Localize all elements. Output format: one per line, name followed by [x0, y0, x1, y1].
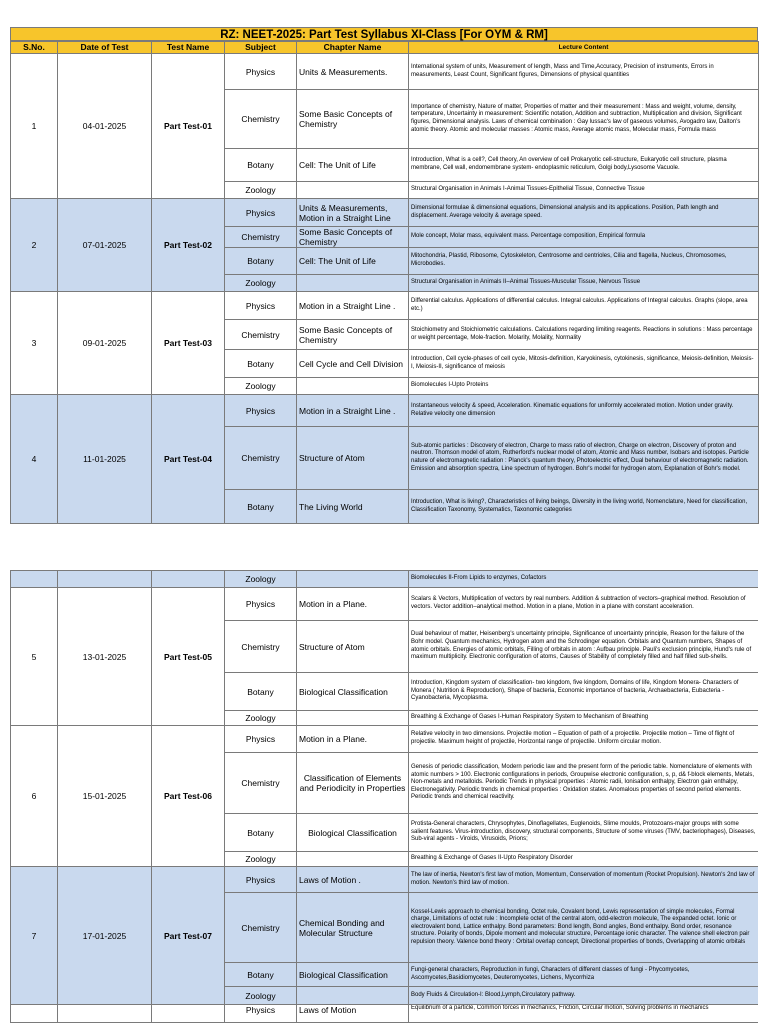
subject-cell: Chemistry — [225, 227, 297, 248]
sno-cell: 5 — [11, 588, 58, 726]
sno-cell: 7 — [11, 867, 58, 1005]
subject-cell: Zoology — [225, 711, 297, 726]
table-row — [11, 867, 759, 893]
lecture-content-cell: Genesis of periodic classification, Modern periodic law and the present form of the periodic table. Nomenclature of elements with atomic numbers > 100. Electronic configurations in periods, Groupwise electronic configuration, s, p, d& f-block elements, Metals, Non-metals and metalloids. Periodic Trends in physical properties : Atomic radii, Ionisation enthalpy, Electron gain enthalpy, Electronegativity. Periodic trends in chemical properties : Oxidation states. Anomalous properties of second period elements. Periodic trends and chemical reactivity. — [409, 753, 759, 814]
chapter-cell: The Living World — [297, 490, 409, 524]
subject-cell: Chemistry — [225, 893, 297, 963]
chapter-cell: Biological Classification — [297, 814, 409, 852]
subject-cell: Chemistry — [225, 427, 297, 490]
date-cell: 07-01-2025 — [58, 199, 152, 292]
subject-cell: Botany — [225, 149, 297, 182]
chapter-cell: Biological Classification — [297, 673, 409, 711]
chapter-cell: Some Basic Concepts of Chemistry — [297, 227, 409, 248]
test-name-cell: Part Test-05 — [152, 588, 225, 726]
lecture-content-cell: Sub-atomic particles : Discovery of electron, Charge to mass ratio of electron, Charge on electron, Discovery of proton and neutron. Thomson model of atom, Rutherford's nuclear model of atom, Atomic and Mass number, Isobars and isotopes. Particle nature of electromagnetic radiation : Planck's quantum theory, Photoelectric effect, Dual behaviour of electromagnetic radiation. Emission and absorption spectra, Line spectrum of hydrogen. Bohr's model for hydrogen atom, Explanation of Bohr's model. — [409, 427, 759, 490]
subject-cell: Botany — [225, 248, 297, 275]
header-lecture-content: Lecture Content — [409, 42, 759, 54]
chapter-cell — [297, 852, 409, 867]
lecture-content-cell: Biomolecules I-Upto Proteins — [409, 378, 759, 395]
lecture-content-cell: Dual behaviour of matter, Heisenberg's uncertainty principle, Significance of uncertainty principle, Reason for the failure of the Bohr model. Quantum mechanics, Hydrogen atom and the Schrodinger equation. Orbitals and Quantum numbers, Shapes of atomic orbitals. Energies of atomic orbitals, Filling of orbitals in atom : Aufbau principle. Pauli's exclusion principle, Hund's rule of maximum multiplicity. Electronic configuration of atoms, Causes of Stability of completely filled and half filled sub-shells. — [409, 621, 759, 673]
table-row — [11, 571, 759, 588]
header-test-name: Test Name — [152, 42, 225, 54]
lecture-content-cell: Dimensional formulae & dimensional equations, Dimensional analysis and its applications. Position, Path length and displacement. Average velocity & average speed. — [409, 199, 759, 227]
lecture-content-cell: Protista-General characters, Chrysophytes, Dinoflagellates, Euglenoids, Slime moulds, Protozoans-major groups with some salient features. Virus-introduction, discovery, structural components, Structure of some viruses (TMV, bacteriophages), Diseases, Sub-viral agents - Viroids, Virusoids, Prions; — [409, 814, 759, 852]
header-sno: S.No. — [11, 42, 58, 54]
syllabus-table-continued — [10, 570, 758, 1023]
date-cell: 11-01-2025 — [58, 395, 152, 524]
chapter-cell: Cell: The Unit of Life — [297, 248, 409, 275]
test-name-cell — [152, 1005, 225, 1023]
subject-cell: Chemistry — [225, 753, 297, 814]
sno-cell: 2 — [11, 199, 58, 292]
lecture-content-cell: Relative velocity in two dimensions. Projectile motion – Equation of path of a projectile. Projectile motion – Time of flight of projectile. Maximum height of projectile, Horizontal range of projectile. Uniform circular motion. — [409, 726, 759, 753]
table-row — [11, 1005, 759, 1023]
test-name-cell: Part Test-01 — [152, 54, 225, 199]
chapter-cell: Laws of Motion . — [297, 867, 409, 893]
syllabus-page-1 — [10, 27, 758, 524]
chapter-cell — [297, 378, 409, 395]
date-cell: 13-01-2025 — [58, 588, 152, 726]
date-cell: 04-01-2025 — [58, 54, 152, 199]
chapter-cell: Units & Measurements. — [297, 54, 409, 90]
lecture-content-cell: Stoichiometry and Stoichiometric calculations. Calculations regarding limiting reagents. Reactions in solutions : Mass percentage or weight percentage, Mole-fraction. Molarity, Molality, Normality — [409, 320, 759, 350]
test-name-cell: Part Test-02 — [152, 199, 225, 292]
lecture-content-cell: Equilibrium of a particle, Common forces in mechanics, Friction, Circular motion, Solving problems in mechanics — [409, 1005, 759, 1023]
chapter-cell: Motion in a Plane. — [297, 726, 409, 753]
subject-cell: Zoology — [225, 987, 297, 1005]
table-row — [11, 292, 759, 320]
lecture-content-cell: Mole concept, Molar mass, equivalent mass. Percentage composition, Empirical formula — [409, 227, 759, 248]
date-cell: 15-01-2025 — [58, 726, 152, 867]
date-cell — [58, 571, 152, 588]
table-row — [11, 726, 759, 753]
subject-cell: Zoology — [225, 378, 297, 395]
subject-cell: Chemistry — [225, 621, 297, 673]
chapter-cell: Structure of Atom — [297, 427, 409, 490]
subject-cell: Physics — [225, 199, 297, 227]
chapter-cell: Laws of Motion — [297, 1005, 409, 1023]
test-name-cell: Part Test-04 — [152, 395, 225, 524]
lecture-content-cell: Introduction, Kingdom system of classification- two kingdom, five kingdom, Domains of life, Kingdom Monera- Characters of Monera ( Nutrition & Reproduction), Shape of bacteria, Economic importance of bacteria, Archaebacteria, Eubacteria - Cyanobacteria, Mycoplasma. — [409, 673, 759, 711]
chapter-cell: Some Basic Concepts of Chemistry — [297, 320, 409, 350]
sno-cell: 4 — [11, 395, 58, 524]
subject-cell: Physics — [225, 867, 297, 893]
chapter-cell: Motion in a Straight Line . — [297, 395, 409, 427]
subject-cell: Zoology — [225, 275, 297, 292]
lecture-content-cell: Mitochondria, Plastid, Ribosome, Cytoskeleton, Centrosome and centrioles, Cilia and flagella, Nucleus, Chromosomes, Microbodies. — [409, 248, 759, 275]
sno-cell: 3 — [11, 292, 58, 395]
chapter-cell: Motion in a Straight Line . — [297, 292, 409, 320]
subject-cell: Botany — [225, 350, 297, 378]
chapter-cell: Biological Classification — [297, 963, 409, 987]
subject-cell: Physics — [225, 292, 297, 320]
lecture-content-cell: Fungi-general characters, Reproduction in fungi, Characters of different classes of fungi - Phycomycetes, Ascomycetes,Basidiomycetes, Deuteromycetes, Lichens, Mycorrhiza — [409, 963, 759, 987]
chapter-cell — [297, 711, 409, 726]
subject-cell: Botany — [225, 963, 297, 987]
lecture-content-cell: International system of units, Measurement of length, Mass and Time,Accuracy, Precision of instruments, Errors in measurements, Least Count, Significant figures, Dimensions of physical quantities — [409, 54, 759, 90]
lecture-content-cell: Breathing & Exchange of Gases II-Upto Respiratory Disorder — [409, 852, 759, 867]
lecture-content-cell: Breathing & Exchange of Gases I-Human Respiratory System to Mechanism of Breathing — [409, 711, 759, 726]
subject-cell: Zoology — [225, 571, 297, 588]
chapter-cell: Some Basic Concepts of Chemistry — [297, 90, 409, 149]
chapter-cell — [297, 275, 409, 292]
lecture-content-cell: Structural Organisation in Animals II–Animal Tissues-Muscular Tissue, Nervous Tissue — [409, 275, 759, 292]
lecture-content-cell: Kossel-Lewis approach to chemical bonding, Octet rule, Covalent bond, Lewis representation of simple molecules, Formal charge, Limitations of octet rule : Incomplete octet of the central atom, odd-electron molecule, The expanded octet. Ionic or electrovalent bond, Lattice enthalpy. Bond parameters: Bond length, Bond angles, Bond enthalpy. Bond order, resonance structure. Polarity of bonds, Dipole moment and molecular structure, Percentage ionic character. The valence shell electron pair repulsion theory. Valence bond theory : Orbital overlap concept, Directional properties of bonds, Overlapping of atomic orbitals — [409, 893, 759, 963]
sno-cell — [11, 571, 58, 588]
chapter-cell — [297, 987, 409, 1005]
test-name-cell: Part Test-03 — [152, 292, 225, 395]
header-date: Date of Test — [58, 42, 152, 54]
subject-cell: Chemistry — [225, 90, 297, 149]
table-row — [11, 54, 759, 90]
lecture-content-cell: Biomolecules II-From Lipids to enzymes, Cofactors — [409, 571, 759, 588]
chapter-cell — [297, 571, 409, 588]
lecture-content-cell: Body Fluids & Circulation-I: Blood,Lymph,Circulatory pathway. — [409, 987, 759, 1005]
page-title: RZ: NEET-2025: Part Test Syllabus XI-Class [For OYM & RM] — [10, 27, 758, 41]
header-subject: Subject — [225, 42, 297, 54]
lecture-content-cell: Scalars & Vectors, Multiplication of vectors by real numbers. Addition & subtraction of vectors–graphical method. Resolution of vectors. Vector addition–analytical method. Motion in a plane, Motion in a plane with constant acceleration. — [409, 588, 759, 621]
sno-cell — [11, 1005, 58, 1023]
subject-cell: Physics — [225, 54, 297, 90]
lecture-content-cell: Instantaneous velocity & speed, Acceleration. Kinematic equations for uniformly accelerated motion. Motion under gravity. Relative velocity one dimension — [409, 395, 759, 427]
date-cell: 09-01-2025 — [58, 292, 152, 395]
lecture-content-cell: Differential calculus. Applications of differential calculus. Integral calculus. Applications of Integral calculus. Graphs (slope, area etc.) — [409, 292, 759, 320]
chapter-cell: Chemical Bonding and Molecular Structure — [297, 893, 409, 963]
lecture-content-cell: Introduction, What is a cell?, Cell theory, An overview of cell Prokaryotic cell-structure, Eukaryotic cell structure, plasma membrane, Cell wall, endomembrane system- endoplasmic reticulum, Golgi body,Lysosome Vacuole. — [409, 149, 759, 182]
lecture-content-cell: The law of inertia, Newton's first law of motion, Momentum, Conservation of momentum (Rocket Propulsion). Newton's 2nd law of motion. Newton's third law of motion. — [409, 867, 759, 893]
lecture-content-cell: Introduction, Cell cycle-phases of cell cycle, Mitosis-definition, Karyokinesis, cytokinesis, significance, Meiosis-definition, Meiosis-I, Meiosis-II, significance of meiosis — [409, 350, 759, 378]
subject-cell: Zoology — [225, 182, 297, 199]
sno-cell: 6 — [11, 726, 58, 867]
chapter-cell: Cell: The Unit of Life — [297, 149, 409, 182]
chapter-cell: Classification of Elements and Periodicity in Properties — [297, 753, 409, 814]
table-row — [11, 199, 759, 227]
test-name-cell: Part Test-06 — [152, 726, 225, 867]
table-row — [11, 588, 759, 621]
table-header-row — [11, 42, 759, 54]
table-row — [11, 395, 759, 427]
subject-cell: Botany — [225, 490, 297, 524]
subject-cell: Chemistry — [225, 320, 297, 350]
test-name-cell — [152, 571, 225, 588]
lecture-content-cell: Importance of chemistry, Nature of matter, Properties of matter and their measurement : Mass and weight, volume, density, temperature, Uncertainty in measurement: Scientific notation, Addition and subtraction, Multiplication and division, Significant figures, Dimensional analysis. Laws of chemical combination : Gay lussac's law of gaseous volumes, Avogadro law, Dalton's atomic theory. Atomic and molecular masses : Atomic mass, Average atomic mass, Molecular mass, Formula mass — [409, 90, 759, 149]
lecture-content-cell: Introduction, What is living?, Characteristics of living beings, Diversity in the living world, Nomenclature, Need for classification, Classification Taxonomy, Systematics, Taxonomic categories — [409, 490, 759, 524]
lecture-content-cell: Structural Organisation in Animals I-Animal Tissues-Epithelial Tissue, Connective Tissue — [409, 182, 759, 199]
date-cell: 17-01-2025 — [58, 867, 152, 1005]
chapter-cell: Units & Measurements, Motion in a Straight Line — [297, 199, 409, 227]
subject-cell: Physics — [225, 726, 297, 753]
subject-cell: Botany — [225, 814, 297, 852]
test-name-cell: Part Test-07 — [152, 867, 225, 1005]
subject-cell: Physics — [225, 588, 297, 621]
subject-cell: Physics — [225, 1005, 297, 1023]
chapter-cell — [297, 182, 409, 199]
date-cell — [58, 1005, 152, 1023]
header-chapter: Chapter Name — [297, 42, 409, 54]
chapter-cell: Structure of Atom — [297, 621, 409, 673]
subject-cell: Zoology — [225, 852, 297, 867]
chapter-cell: Motion in a Plane. — [297, 588, 409, 621]
syllabus-table — [10, 41, 759, 524]
chapter-cell: Cell Cycle and Cell Division — [297, 350, 409, 378]
subject-cell: Botany — [225, 673, 297, 711]
subject-cell: Physics — [225, 395, 297, 427]
sno-cell: 1 — [11, 54, 58, 199]
